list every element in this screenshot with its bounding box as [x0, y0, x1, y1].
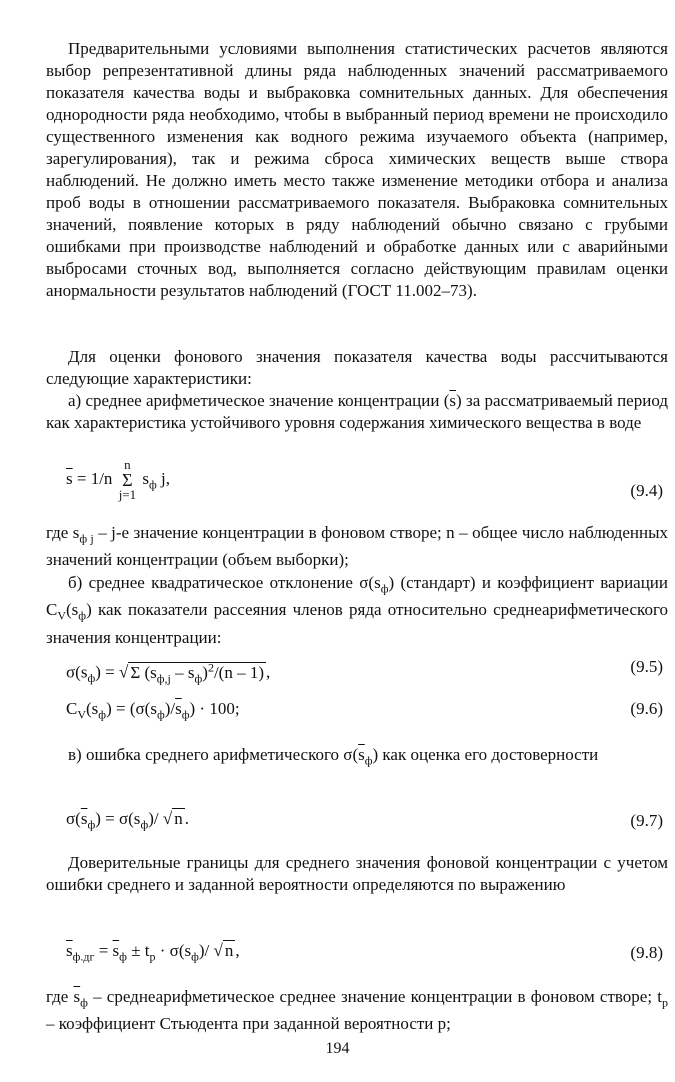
equation-number-9-8: (9.8): [630, 943, 663, 962]
sqrt-symbol: √: [162, 809, 173, 828]
formula-9-4: $\overline{s} = 1/n$ n Σ j=1 $s_ф$ j,: [66, 457, 171, 502]
formula-9-6: $C_V(s_ф) = (\sigma(s_ф)/\overline{s}_ф) \cdot 100$;: [66, 699, 240, 722]
formula-9-8: $\overline{s}_{ф.дг} = \overline{s}_ф \pm t_p \cdot \sigma(s_ф)/$ √ n ,: [66, 941, 240, 964]
summation: n Σ j=1: [118, 457, 137, 502]
paragraph-confidence-bounds: Доверительные границы для среднего значения фоновой концентрации с учетом ошибки среднего и заданной вероятности определяются по выражению: [46, 853, 668, 894]
equation-number-9-6: (9.6): [630, 699, 663, 718]
sqrt-symbol: √: [213, 941, 223, 960]
equation-number-9-7: (9.7): [630, 811, 663, 830]
equation-number-9-5: (9.5): [630, 657, 663, 676]
page-number: 194: [325, 1040, 350, 1057]
paragraph-where-mean: где $\overline{s}_ф$ – среднеарифметическое среднее значение концентрации в фоновом створе; $t_p$ – коэффициент Стьюдента при заданной вероятности p;: [46, 987, 668, 1034]
paragraph-c-error: в) ошибка среднего арифметического $\sigma(\overline{s}_ф)$ как оценка его достоверности: [68, 745, 599, 768]
formula-9-5: $\sigma(s_ф)$ = √ Σ $(s_{ф,j} - \overline{s}_ф)^2/(n - 1)$ ,: [66, 660, 271, 686]
formula-9-7: $\sigma(\overline{s}_ф) = \sigma(s_ф)/$ √ n .: [66, 809, 189, 832]
paragraph-background-estimation: Для оценки фонового значения показателя качества воды рассчитываются следующие характеристики:: [46, 347, 668, 388]
sqrt-symbol: √: [118, 662, 129, 682]
sqrt-radicand: Σ $(s_{ф,j} - \overline{s}_ф)^2/(n - 1)$: [130, 660, 264, 686]
paragraph-where-sfj: где $s_{ф j} - j-е$ значение концентрации в фоновом створе; n – общее число наблюденных значений концентрации (объем выборки);: [46, 523, 669, 570]
paragraph-b-deviation: б) среднее квадратическое отклонение $\sigma(s_ф)$ (стандарт) и коэффициент вариации $C_V(s_ф)$ как показатели рассеяния членов ряда относительно среднеарифметического значения концентрации:: [46, 573, 669, 647]
equation-number-9-4: (9.4): [630, 481, 663, 500]
paragraph-a-mean: а) среднее арифметическое значение концентрации $(\overline{s})$ за рассматриваемый период как характеристика устойчивого уровня содержания химического вещества в воде: [46, 391, 668, 432]
paragraph-preconditions: Предварительными условиями выполнения статистических расчетов являются выбор репрезентативной длины ряда наблюденных значений рассматриваемого показателя качества воды и выбраковка сомнительных данных. Для обеспечения однородности ряда необходимо, чтобы в выбранный период времени не происходило существенного изменения как водного режима изучаемого объекта (например, зарегулирования), так и режима сброса химических веществ выше створа наблюдений. Не должно иметь место также изменение методики отбора и анализа проб воды в отношении рассматриваемого показателя. Выбраковка сомнительных значений, появление которых в ряду наблюдений обычно связано с грубыми ошибками при производстве наблюдений и обработке данных или с аварийными выбросами сточных вод, выполняется согласно действующим правилам оценки анормальности результатов наблюдений (ГОСТ 11.002–73).: [46, 39, 668, 300]
mean-symbol: $\overline{s}$: [449, 391, 457, 410]
